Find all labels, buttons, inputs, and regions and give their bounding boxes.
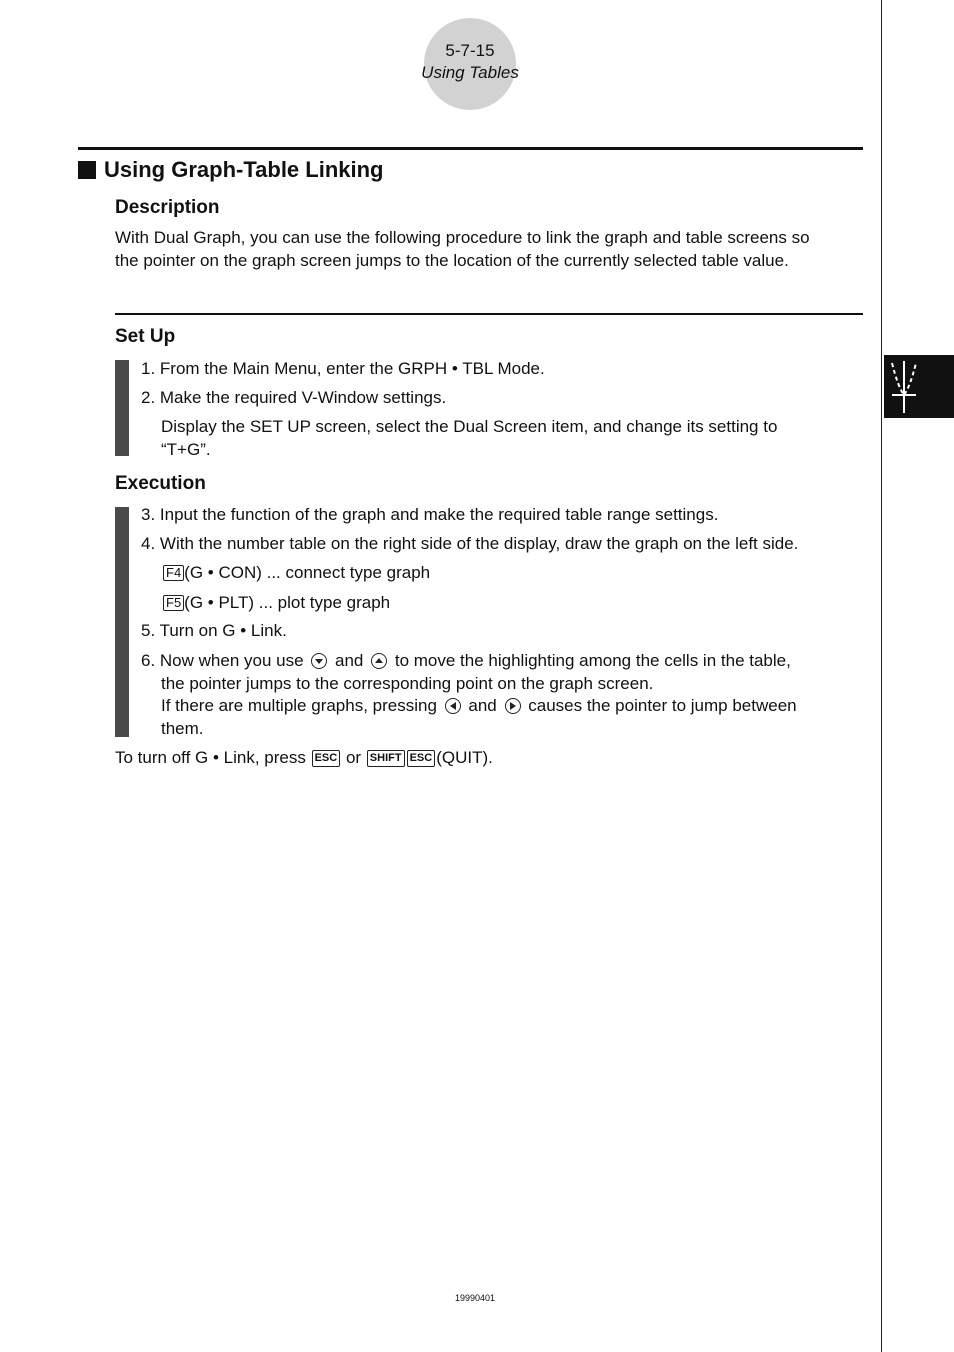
shift-key: SHIFT bbox=[367, 750, 405, 767]
title-text: Using Graph-Table Linking bbox=[104, 157, 384, 182]
f5-key: F5 bbox=[163, 595, 184, 611]
f4-key: F4 bbox=[163, 565, 184, 581]
execution-bar bbox=[115, 507, 129, 737]
execution-step-6-line-3 bbox=[161, 694, 797, 717]
execution-step-6-line-4: them. bbox=[161, 719, 204, 738]
up-arrow-key-icon bbox=[371, 653, 387, 669]
left-arrow-key-icon bbox=[445, 698, 461, 714]
description-line-2: the pointer on the graph screen jumps to the location of the currently selected table value. bbox=[115, 251, 789, 270]
execution-step-6-line-2: the pointer jumps to the corresponding point on the graph screen. bbox=[161, 674, 654, 693]
f4-text: (G • CON) ... connect type graph bbox=[184, 563, 431, 582]
esc-key-2: ESC bbox=[407, 750, 436, 767]
execution-step-3: 3. Input the function of the graph and make the required table range settings. bbox=[141, 505, 719, 524]
execution-heading: Execution bbox=[115, 473, 206, 494]
down-arrow-key-icon bbox=[311, 653, 327, 669]
turnoff-text: To turn off G • Link, press bbox=[115, 748, 306, 767]
right-margin-rule bbox=[881, 0, 882, 1352]
right-arrow-key-icon bbox=[505, 698, 521, 714]
execution-step-6-line-1 bbox=[141, 649, 791, 672]
title-rule bbox=[78, 147, 863, 150]
step6-text-c: to move the highlighting among the cells in the table, bbox=[394, 651, 791, 670]
setup-bar bbox=[115, 360, 129, 456]
footer-code: 19990401 bbox=[454, 1293, 496, 1303]
setup-step-2-note-1: Display the SET UP screen, select the Dual Screen item, and change its setting to bbox=[161, 417, 778, 436]
setup-step-2-note-2: “T+G”. bbox=[161, 440, 211, 459]
description-line-1: With Dual Graph, you can use the following procedure to link the graph and table screens so bbox=[115, 228, 810, 247]
graph-chapter-icon bbox=[884, 355, 954, 418]
step6-text-a: 6. Now when you use bbox=[141, 651, 304, 670]
title-bullet-icon bbox=[78, 161, 96, 179]
step6-line3-text-b: and bbox=[468, 696, 497, 715]
execution-step-5: 5. Turn on G • Link. bbox=[141, 621, 287, 640]
page-number: 5-7-15 bbox=[445, 41, 495, 60]
turnoff-quit: (QUIT). bbox=[436, 748, 493, 767]
setup-step-1: 1. From the Main Menu, enter the GRPH • TBL Mode. bbox=[141, 359, 545, 378]
execution-step-4: 4. With the number table on the right side of the display, draw the graph on the left side. bbox=[141, 534, 799, 553]
esc-key: ESC bbox=[312, 750, 341, 767]
section-rule bbox=[115, 313, 863, 315]
chapter-tab bbox=[884, 355, 954, 418]
setup-heading: Set Up bbox=[115, 326, 176, 347]
step6-text-b: and bbox=[335, 651, 364, 670]
turnoff-line bbox=[115, 746, 493, 769]
f4-line bbox=[163, 561, 430, 584]
step6-line3-text-c: causes the pointer to jump between bbox=[528, 696, 797, 715]
section-name: Using Tables bbox=[421, 63, 519, 82]
turnoff-or: or bbox=[345, 748, 362, 767]
setup-step-2: 2. Make the required V-Window settings. bbox=[141, 388, 447, 407]
step6-line3-text-a: If there are multiple graphs, pressing bbox=[161, 696, 437, 715]
page-title bbox=[78, 157, 384, 183]
f5-text: (G • PLT) ... plot type graph bbox=[184, 593, 391, 612]
f5-line bbox=[163, 591, 390, 614]
description-heading: Description bbox=[115, 197, 220, 218]
